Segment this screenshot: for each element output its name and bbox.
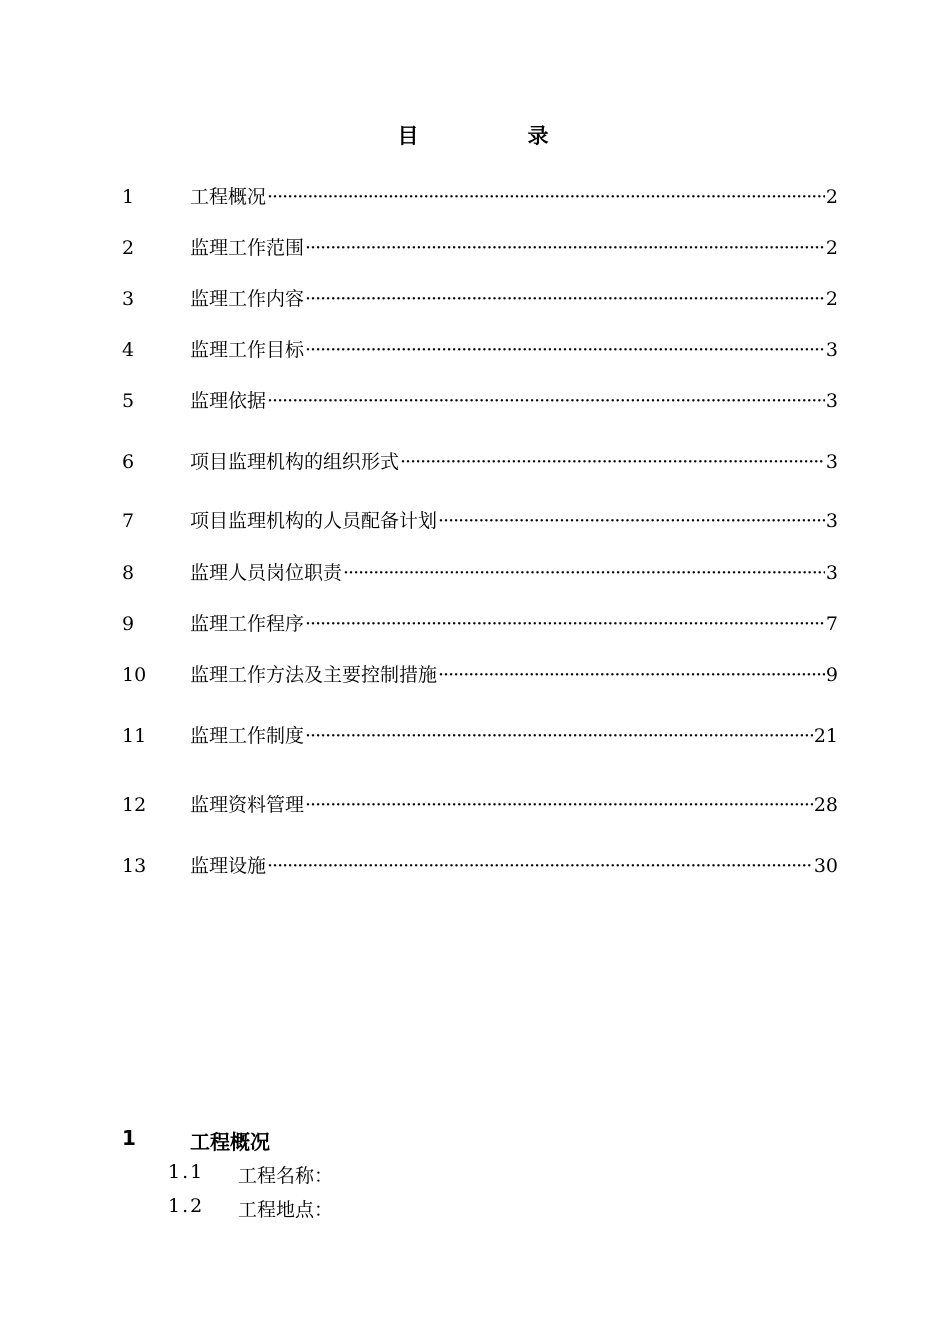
toc-entry-title: 监理工作方法及主要控制措施: [190, 664, 438, 686]
toc-dot-leader: [305, 794, 813, 816]
toc-entry-page: 2: [825, 288, 838, 310]
toc-entry-page: 3: [825, 339, 838, 361]
toc-entry-page: 3: [825, 390, 838, 412]
subsection-number: 1.1: [168, 1161, 205, 1183]
toc-entry[interactable]: [122, 790, 838, 818]
toc-entry-number: 5: [122, 390, 135, 412]
toc-dot-leader: [438, 510, 825, 532]
toc-entry-title: 监理工作程序: [190, 613, 305, 635]
toc-entry[interactable]: [122, 609, 838, 637]
section-number: 1: [122, 1126, 136, 1150]
toc-entry-page: 9: [825, 664, 838, 686]
toc-dot-leader: [343, 562, 825, 584]
toc-entry[interactable]: [122, 558, 838, 586]
toc-entry[interactable]: [122, 721, 838, 749]
toc-entry-title: 监理资料管理: [190, 794, 305, 816]
toc-entry-page: 3: [825, 510, 838, 532]
toc-entry-page: 28: [813, 794, 838, 816]
toc-dot-leader: [400, 451, 825, 473]
toc-entry[interactable]: [122, 851, 838, 879]
toc-entry-title: 监理工作目标: [190, 339, 305, 361]
toc-entry[interactable]: [122, 182, 838, 210]
subsection-item: [168, 1195, 333, 1222]
toc-dot-leader: [305, 237, 825, 259]
toc-entry-number: 9: [122, 613, 135, 635]
toc-dot-leader: [438, 664, 825, 686]
toc-dot-leader: [305, 288, 825, 310]
subsection-item: [168, 1161, 333, 1188]
toc-entry-number: 1: [122, 186, 135, 208]
toc-dot-leader: [267, 390, 825, 412]
toc-entry-page: 21: [813, 725, 838, 747]
toc-entry[interactable]: [122, 506, 838, 534]
toc-entry-page: 3: [825, 562, 838, 584]
toc-title: 目 录: [397, 124, 593, 148]
toc-entry[interactable]: [122, 447, 838, 475]
toc-entry-number: 10: [122, 664, 147, 686]
toc-entry-title: 监理工作内容: [190, 288, 305, 310]
toc-entry-number: 11: [122, 725, 147, 747]
toc-dot-leader: [267, 186, 825, 208]
subsection-number: 1.2: [168, 1195, 205, 1217]
toc-dot-leader: [305, 339, 825, 361]
toc-entry-number: 8: [122, 562, 135, 584]
toc-entry-page: 3: [825, 451, 838, 473]
toc-entry-number: 13: [122, 855, 147, 877]
toc-dot-leader: [267, 855, 813, 877]
toc-entry[interactable]: [122, 233, 838, 261]
subsection-label: 工程地点：: [238, 1199, 334, 1221]
toc-entry-title: 项目监理机构的人员配备计划: [190, 510, 438, 532]
toc-entry-title: 监理依据: [190, 390, 267, 412]
toc-entry-number: 2: [122, 237, 135, 259]
toc-entry-number: 6: [122, 451, 135, 473]
toc-entry-title: 监理设施: [190, 855, 267, 877]
toc-entry-number: 12: [122, 794, 147, 816]
toc-entry-page: 30: [813, 855, 838, 877]
toc-entry-number: 7: [122, 510, 135, 532]
toc-dot-leader: [305, 613, 825, 635]
toc-entry-title: 项目监理机构的组织形式: [190, 451, 400, 473]
toc-dot-leader: [305, 725, 813, 747]
toc-entry-title: 监理人员岗位职责: [190, 562, 343, 584]
toc-entry[interactable]: [122, 284, 838, 312]
toc-entry[interactable]: [122, 335, 838, 363]
toc-entry-number: 4: [122, 339, 135, 361]
toc-entry[interactable]: [122, 660, 838, 688]
toc-entry-number: 3: [122, 288, 135, 310]
toc-entry-title: 工程概况: [190, 186, 267, 208]
toc-entry-page: 2: [825, 186, 838, 208]
section-title: 工程概况: [190, 1130, 270, 1154]
section-heading: [122, 1126, 270, 1155]
toc-entry-page: 2: [825, 237, 838, 259]
toc-entry-title: 监理工作范围: [190, 237, 305, 259]
toc-entry[interactable]: [122, 386, 838, 414]
toc-entry-title: 监理工作制度: [190, 725, 305, 747]
toc-entry-page: 7: [825, 613, 838, 635]
subsection-label: 工程名称：: [238, 1165, 334, 1187]
